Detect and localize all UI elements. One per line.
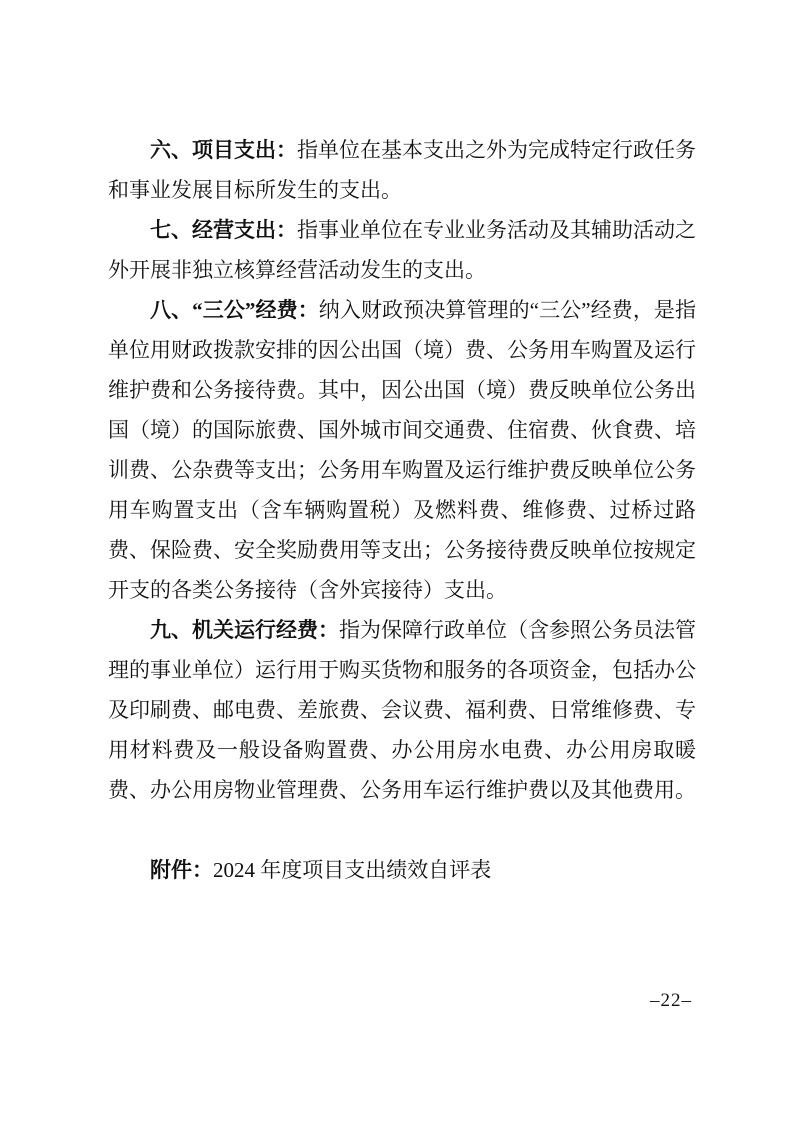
paragraph-text: 指为保障行政单位（含参照公务员法管理的事业单位）运行用于购买货物和服务的各项资金，包括办公及印刷费、邮电费、差旅费、会议费、福利费、日常维修费、专用材料费及一般设备购置费、办公用房水电费、办公用房取暖费、办公用房物业管理费、公务用车运行维护费以及其他费用。: [108, 618, 696, 802]
attachment-label: 附件：: [150, 858, 213, 882]
paragraph-heading: 七、经营支出：: [150, 218, 297, 242]
document-paragraph: [108, 290, 696, 610]
attachment-text: 2024 年度项目支出绩效自评表: [213, 858, 492, 882]
paragraph-heading: 六、项目支出：: [150, 138, 297, 162]
document-paragraph: [108, 210, 696, 290]
attachment-note: [108, 850, 696, 890]
paragraph-text: 指事业单位在专业业务活动及其辅助活动之外开展非独立核算经营活动发生的支出。: [108, 218, 696, 282]
document-body: [108, 130, 696, 890]
paragraph-text: 纳入财政预决算管理的“三公”经费，是指单位用财政拨款安排的因公出国（境）费、公务用车购置及运行维护费和公务接待费。其中，因公出国（境）费反映单位公务出国（境）的国际旅费、国外城市间交通费、住宿费、伙食费、培训费、公杂费等支出；公务用车购置及运行维护费反映单位公务用车购置支出（含车辆购置税）及燃料费、维修费、过桥过路费、保险费、安全奖励费用等支出；公务接待费反映单位按规定开支的各类公务接待（含外宾接待）支出。: [108, 298, 697, 602]
paragraph-heading: 九、机关运行经费：: [150, 618, 339, 642]
paragraph-heading: 八、“三公”经费：: [150, 298, 319, 322]
paragraph-container: [108, 130, 696, 810]
document-paragraph: [108, 610, 696, 810]
document-paragraph: [108, 130, 696, 210]
page-number: –22–: [650, 990, 692, 1011]
paragraph-text: 指单位在基本支出之外为完成特定行政任务和事业发展目标所发生的支出。: [108, 138, 696, 202]
